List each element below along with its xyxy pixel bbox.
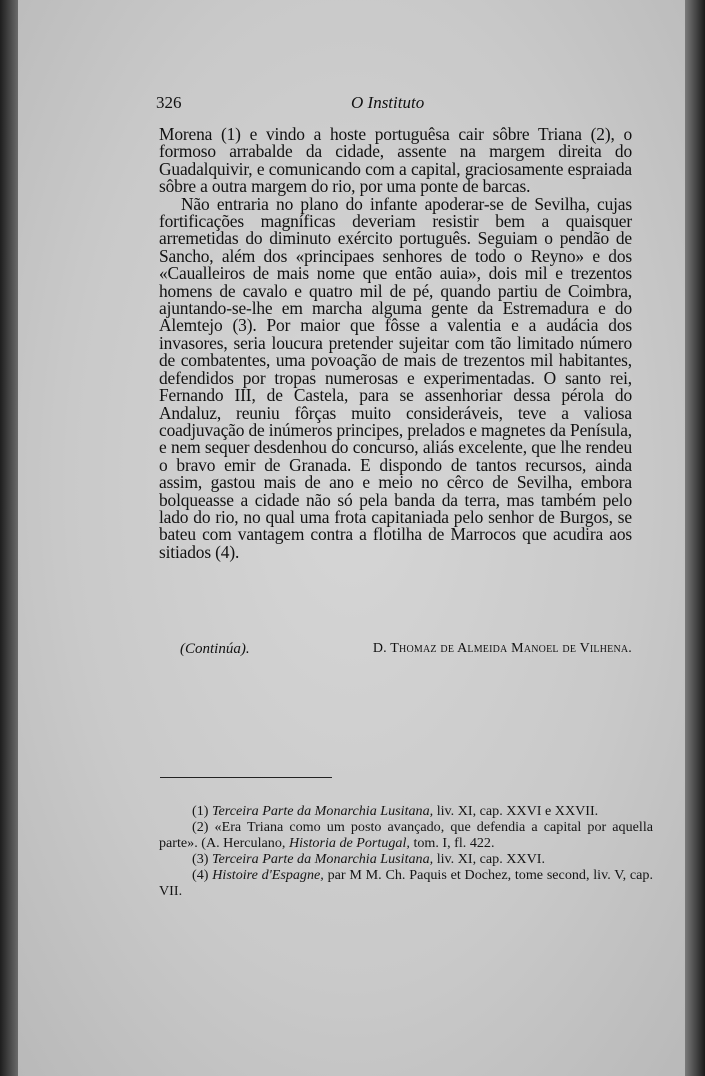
footnote-title: Terceira Parte da Monarchia Lusitana, bbox=[211, 803, 434, 819]
scan-right-edge bbox=[685, 0, 705, 1076]
page-number: 326 bbox=[156, 93, 182, 112]
paragraph-main: Não entraria no plano do infante apoderar-se de Sevilha, cujas fortificações magníficas deveriam resistir bem a quaisquer arremetidas do diminuto exército português. Seguiam o pendão de Sancho, além dos «principaes senhores de todo o Reyno» e dos «Caualleiros de mais nome que então auia», dois mil e trezentos homens de cavalo e quatro mil de pé, quando partiu de Coimbra, ajuntando-se-lhe em marcha alguma gente da Estremadura e do Alemtejo (3). Por maior que fôsse a valentia e a audácia dos invasores, seria loucura pretender sujeitar com tão limitado número de combatentes, uma povoação de mais de trezentos mil habitantes, defendidos por tropas numerosas e experimentadas. O santo rei, Fernando III, de Castela, para se assenhoriar dessa pérola do Andaluz, reuniu fôrças muito consideráveis, teve a valiosa coadjuvação de inúmeros principes, prelados e magnetes da Penísula, e nem sequer desdenhou do concurso, aliás excelente, que lhe rendeu o bravo emir de Granada. E dispondo de tantos recursos, ainda assim, gastou mais de ano e meio no cêrco de Sevilha, embora bolqueasse a cidade não só pela banda da terra, mas também pelo lado do rio, no qual uma frota capitaniada pelo senhor de Burgos, se bateu com vantagem contra a flotilha de Marrocos que acudira aos sitiados (4). bbox=[159, 193, 632, 562]
body-text bbox=[159, 126, 632, 561]
footnote-title: Historia de Portugal, bbox=[288, 834, 410, 851]
footnote-divider bbox=[160, 777, 332, 778]
footnote-mark: (4) bbox=[192, 866, 209, 883]
footnote-quote: «Era Triana como um posto avançado, que defendia a capital por aquella parte». (A. Herculano, bbox=[159, 818, 653, 851]
footnote-mark: (2) bbox=[192, 818, 209, 835]
footnote-2 bbox=[159, 820, 653, 852]
footnote-ref: liv. XI, cap. XXVI e XXVII. bbox=[436, 803, 599, 819]
footnotes bbox=[159, 804, 653, 899]
footnote-4 bbox=[159, 868, 653, 900]
signature-line bbox=[180, 641, 632, 661]
footnote-ref: liv. XI, cap. XXVI. bbox=[436, 850, 545, 867]
footnote-title: Histoire d'Espagne, bbox=[212, 866, 324, 883]
footnote-ref: par M M. Ch. Paquis et Dochez, tome second, liv. V, cap. VII. bbox=[159, 866, 653, 899]
running-title: O Instituto bbox=[351, 93, 425, 112]
continua-note: (Continúa). bbox=[180, 641, 250, 657]
footnote-ref: tom. I, fl. 422. bbox=[413, 834, 495, 851]
footnote-mark: (3) bbox=[192, 850, 209, 867]
paragraph-continued: Morena (1) e vindo a hoste portuguêsa cair sôbre Triana (2), o formoso arrabalde da cidade, assente na margem direita do Guadalquivir, e comunicando com a capital, graciosamente espraiada sôbre a outra margem do rio, por uma ponte de barcas. bbox=[159, 124, 632, 197]
page-header bbox=[156, 93, 626, 115]
scan-left-edge bbox=[0, 0, 18, 1076]
author-name: D. Thomaz de Almeida Manoel de Vilhena. bbox=[372, 641, 632, 656]
footnote-title: Terceira Parte da Monarchia Lusitana, bbox=[211, 850, 434, 867]
footnote-3 bbox=[159, 852, 653, 868]
footnote-mark: (1) bbox=[192, 803, 209, 819]
footnote-1 bbox=[159, 804, 653, 820]
